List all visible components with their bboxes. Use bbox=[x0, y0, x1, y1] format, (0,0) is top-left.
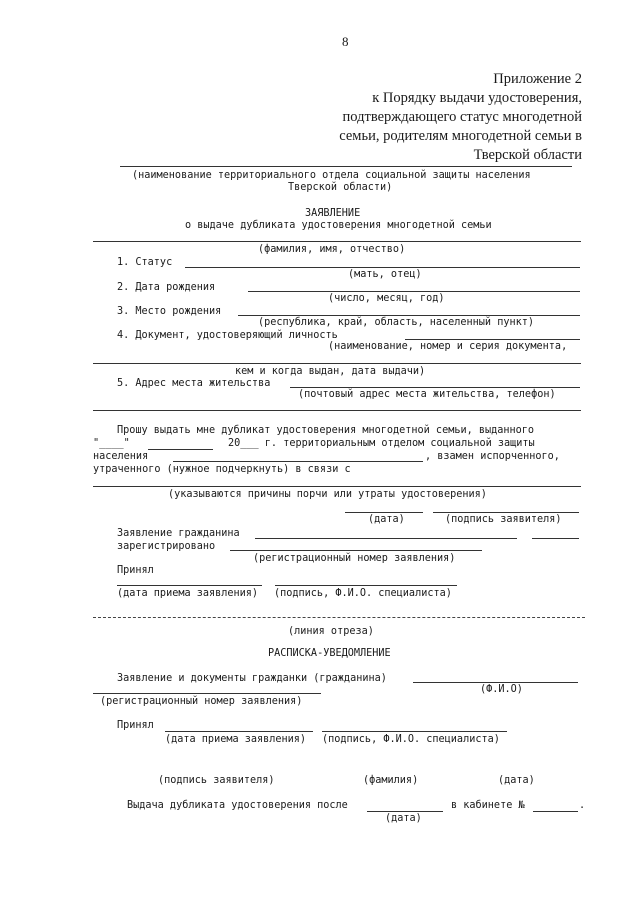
receipt-date-hint: (дата) bbox=[498, 775, 535, 786]
org-name-hint: (наименование территориального отдела социальной защиты населения bbox=[132, 170, 531, 181]
specialist-field[interactable] bbox=[275, 585, 457, 586]
appendix-line-5: Тверской области bbox=[473, 147, 582, 163]
request-line-3b: , взамен испорченного, bbox=[425, 451, 560, 462]
pob-label: 3. Место рождения bbox=[117, 306, 222, 317]
issue-room-field[interactable] bbox=[533, 811, 578, 812]
specialist-hint: (подпись, Ф.И.О. специалиста) bbox=[274, 588, 452, 599]
form-subtitle: о выдаче дубликата удостоверения многодетной семьи bbox=[185, 220, 492, 231]
request-line-4: утраченного (нужное подчеркнуть) в связи с bbox=[93, 464, 351, 475]
cut-line bbox=[93, 617, 585, 618]
doc-field-2[interactable] bbox=[93, 363, 581, 364]
receipt-fio-hint: (Ф.И.О) bbox=[480, 684, 523, 695]
receipt-accept-date-hint: (дата приема заявления) bbox=[165, 734, 307, 745]
doc-hint-2: кем и когда выдан, дата выдачи) bbox=[235, 366, 426, 377]
reason-field[interactable] bbox=[93, 486, 581, 487]
appendix-line-4: семьи, родителям многодетной семьи в bbox=[339, 128, 582, 144]
form-title: ЗАЯВЛЕНИЕ bbox=[305, 208, 361, 219]
addr-label: 5. Адрес места жительства bbox=[117, 378, 271, 389]
appendix-line-2: к Порядку выдачи удостоверения, bbox=[372, 90, 582, 106]
receipt-accepted-label: Принял bbox=[117, 720, 154, 731]
request-line-3a: населения bbox=[93, 451, 149, 462]
receipt-fio-field[interactable] bbox=[413, 682, 578, 683]
org-name-field[interactable] bbox=[120, 166, 572, 167]
issue-room-text: в кабинете № bbox=[451, 800, 525, 811]
receipt-title: РАСПИСКА-УВЕДОМЛЕНИЕ bbox=[268, 648, 391, 659]
receipt-reg-hint: (регистрационный номер заявления) bbox=[100, 696, 303, 707]
status-label: 1. Статус bbox=[117, 257, 173, 268]
accept-date-field[interactable] bbox=[117, 585, 262, 586]
receipt-specialist-hint: (подпись, Ф.И.О. специалиста) bbox=[322, 734, 500, 745]
reason-hint: (указываются причины порчи или утраты удостоверения) bbox=[168, 489, 487, 500]
addr-hint: (почтовый адрес места жительства, телефон) bbox=[298, 389, 556, 400]
registration-field-1b[interactable] bbox=[532, 538, 579, 539]
doc-hint: (наименование, номер и серия документа, bbox=[328, 341, 568, 352]
cut-line-hint: (линия отреза) bbox=[288, 626, 374, 637]
registration-label-1: Заявление гражданина bbox=[117, 528, 240, 539]
appendix-line-3: подтверждающего статус многодетной bbox=[342, 109, 582, 125]
doc-field[interactable] bbox=[405, 339, 580, 340]
receipt-line-1: Заявление и документы гражданки (гражданина) bbox=[117, 673, 387, 684]
dob-hint: (число, месяц, год) bbox=[328, 293, 445, 304]
receipt-specialist-field[interactable] bbox=[322, 731, 507, 732]
registration-number-field[interactable] bbox=[230, 550, 482, 551]
request-line-1: Прошу выдать мне дубликат удостоверения многодетной семьи, выданного bbox=[117, 425, 535, 436]
registration-field-1[interactable] bbox=[255, 538, 517, 539]
request-signature-field[interactable] bbox=[433, 512, 579, 513]
issue-date-hint: (дата) bbox=[385, 813, 422, 824]
receipt-surname-hint: (фамилия) bbox=[363, 775, 419, 786]
issue-period: . bbox=[579, 800, 586, 811]
request-line-2b: 20___ г. территориальным отделом социальной защиты bbox=[228, 438, 535, 449]
registration-number-hint: (регистрационный номер заявления) bbox=[253, 553, 456, 564]
appendix-line-1: Приложение 2 bbox=[493, 71, 582, 87]
pob-field[interactable] bbox=[238, 315, 580, 316]
fio-hint: (фамилия, имя, отчество) bbox=[258, 244, 406, 255]
org-name-hint-2: Тверской области) bbox=[288, 182, 393, 193]
receipt-reg-field[interactable] bbox=[93, 693, 321, 694]
registration-label-2: зарегистрировано bbox=[117, 541, 216, 552]
pob-hint: (республика, край, область, населенный пункт) bbox=[258, 317, 535, 328]
status-hint: (мать, отец) bbox=[348, 269, 422, 280]
request-signature-hint: (подпись заявителя) bbox=[445, 514, 562, 525]
receipt-accept-date-field[interactable] bbox=[165, 731, 313, 732]
request-line-2a: "____" bbox=[93, 438, 130, 449]
dob-field[interactable] bbox=[248, 291, 580, 292]
addr-field[interactable] bbox=[290, 387, 580, 388]
page-number: 8 bbox=[342, 34, 349, 49]
accept-date-hint: (дата приема заявления) bbox=[117, 588, 259, 599]
accepted-label: Принял bbox=[117, 565, 154, 576]
dob-label: 2. Дата рождения bbox=[117, 282, 216, 293]
request-date-field[interactable] bbox=[345, 512, 423, 513]
issue-month-field[interactable] bbox=[148, 449, 213, 450]
doc-label: 4. Документ, удостоверяющий личность bbox=[117, 330, 338, 341]
addr-field-2[interactable] bbox=[93, 410, 581, 411]
dept-field[interactable] bbox=[173, 461, 423, 462]
status-field[interactable] bbox=[185, 267, 580, 268]
fio-field[interactable] bbox=[93, 241, 581, 242]
issue-date-field[interactable] bbox=[367, 811, 443, 812]
issue-text: Выдача дубликата удостоверения после bbox=[127, 800, 348, 811]
receipt-signature-hint: (подпись заявителя) bbox=[158, 775, 275, 786]
request-date-hint: (дата) bbox=[368, 514, 405, 525]
